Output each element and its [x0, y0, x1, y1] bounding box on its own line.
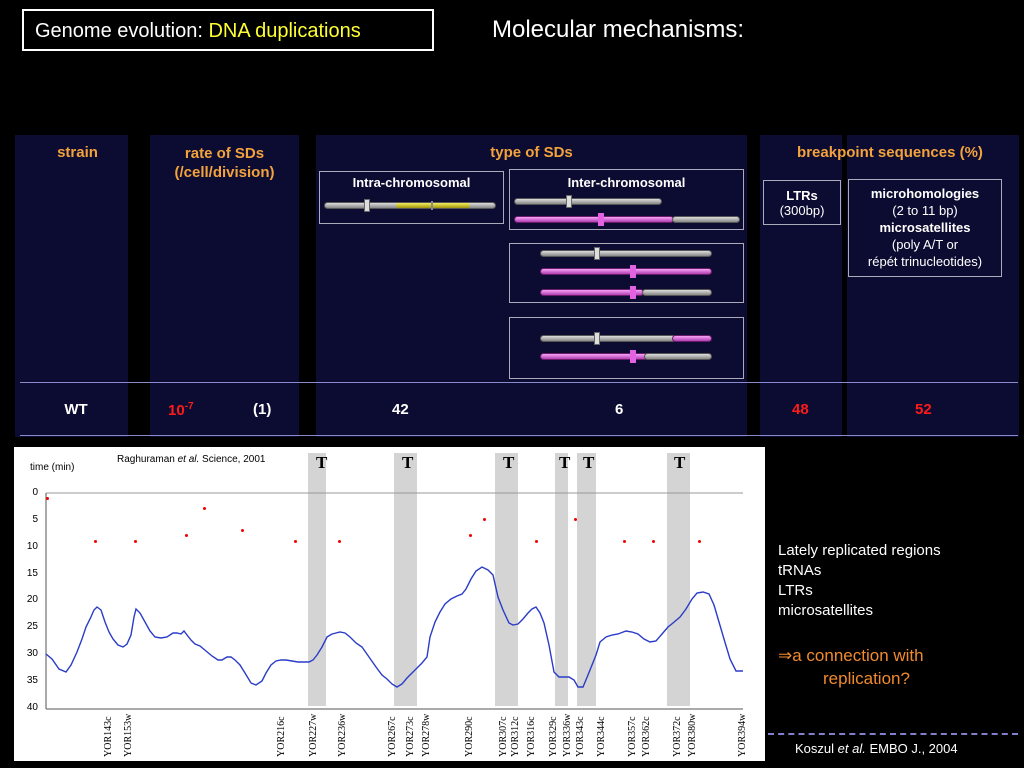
origin-dot [134, 540, 137, 543]
x-label: YOR307c [498, 716, 509, 757]
conclusion-line2: replication? [823, 669, 910, 688]
note-item: tRNAs [778, 562, 822, 579]
slide-subtitle: Molecular mechanisms: [492, 16, 745, 43]
x-label: YOR216c [276, 716, 287, 757]
origin-dot [652, 540, 655, 543]
origin-dot [623, 540, 626, 543]
x-label: YOR357c [627, 716, 638, 757]
microhomology-box [848, 179, 1002, 277]
intra-label: Intra-chromosomal [352, 175, 471, 190]
origin-dot [294, 540, 297, 543]
row-divider-top [20, 382, 1018, 383]
x-label: YOR236w [337, 713, 348, 757]
row-micro: 52 [915, 401, 932, 418]
row-ltr: 48 [792, 401, 809, 418]
x-label: YOR227w [308, 713, 319, 757]
origin-dot [535, 540, 538, 543]
notes-list [778, 541, 941, 621]
rate-base: 10 [168, 402, 185, 419]
origin-dot [241, 529, 244, 532]
origin-dot [46, 497, 49, 500]
ltr-label: LTRs [786, 188, 818, 203]
row-divider-bottom [20, 435, 1018, 436]
row-rate-relative: (1) [253, 401, 272, 418]
origin-dot [94, 540, 97, 543]
origin-dot [469, 534, 472, 537]
origin-dot [574, 518, 577, 521]
x-label: YOR329c [548, 716, 559, 757]
x-label: YOR380w [687, 713, 698, 757]
row-inter: 6 [615, 401, 624, 418]
inter-label: Inter-chromosomal [567, 175, 686, 190]
footer-etal: et al. [837, 741, 866, 756]
citation-author: Raghuraman [117, 454, 178, 465]
x-label: YOR394w [737, 713, 748, 757]
micro-line2: (2 to 11 bp) [892, 203, 958, 218]
x-label: YOR290c [464, 716, 475, 757]
x-label: YOR153w [123, 713, 134, 757]
trna-mark: T [674, 453, 686, 472]
title-prefix: Genome evolution: [35, 20, 209, 42]
origin-dot [203, 507, 206, 510]
inter-chromosome-diagram-3 [509, 317, 744, 379]
conclusion [778, 644, 924, 690]
x-label: YOR312c [510, 716, 521, 757]
origin-dot [185, 534, 188, 537]
note-item: microsatellites [778, 602, 874, 619]
y-tick: 15 [26, 568, 38, 579]
micro-line3: microsatellites [879, 220, 971, 235]
inter-chromosomal-box [509, 169, 744, 230]
trna-mark: T [559, 453, 571, 472]
footer-journal: EMBO J., 2004 [865, 741, 958, 756]
citation-etal: et al. [177, 454, 200, 465]
rate-exponent: -7 [184, 401, 194, 412]
trna-mark: T [503, 453, 515, 472]
replication-timing-figure [14, 447, 765, 761]
citation-rest: Science, 2001 [199, 454, 266, 465]
origin-dot [698, 540, 701, 543]
footer-author: Koszul [795, 741, 838, 756]
slide-title [22, 9, 434, 51]
micro-line5: répét trinucleotides) [867, 254, 983, 269]
origin-dot [483, 518, 486, 521]
note-item: Lately replicated regions [778, 542, 941, 559]
header-type: type of SDs [490, 144, 573, 161]
footer-divider [768, 733, 1018, 735]
y-tick: 30 [26, 648, 38, 659]
x-label: YOR343c [575, 716, 586, 757]
x-label: YOR267c [387, 716, 398, 757]
micro-line4: (poly A/T or [891, 237, 959, 252]
intra-chromosomal-box [319, 171, 504, 224]
x-label: YOR344c [596, 716, 607, 757]
trna-mark: T [402, 453, 414, 472]
y-tick: 5 [32, 514, 38, 525]
replication-curve [46, 567, 743, 687]
implies-arrow-icon: ⇒ [778, 646, 793, 665]
y-tick: 10 [26, 541, 38, 552]
x-label: YOR372c [672, 716, 683, 757]
note-item: LTRs [778, 582, 813, 599]
y-axis-label: time (min) [30, 462, 75, 473]
row-strain: WT [64, 401, 88, 418]
header-rate: rate of SDs (/cell/division) [174, 145, 275, 181]
x-label: YOR316c [526, 716, 537, 757]
footer-citation [795, 741, 958, 756]
x-label: YOR278w [421, 713, 432, 757]
y-tick: 25 [26, 621, 38, 632]
y-tick: 20 [26, 594, 38, 605]
x-label: YOR273c [405, 716, 416, 757]
header-breakpoint: breakpoint sequences (%) [797, 144, 983, 161]
x-label: YOR362c [641, 716, 652, 757]
origin-dot [338, 540, 341, 543]
y-tick: 40 [26, 702, 38, 713]
title-highlight: DNA duplications [208, 20, 361, 42]
ltr-box [763, 180, 841, 225]
y-tick: 0 [32, 487, 38, 498]
trna-mark: T [583, 453, 595, 472]
y-tick: 35 [26, 675, 38, 686]
inter-chromosome-diagram-2 [509, 243, 744, 303]
micro-line1: microhomologies [870, 186, 980, 201]
conclusion-line1: a connection with [792, 646, 924, 665]
ltr-size: (300bp) [779, 203, 825, 218]
row-rate [168, 401, 194, 419]
trna-mark: T [316, 453, 328, 472]
strain-column [15, 135, 128, 437]
x-label: YOR336w [562, 713, 573, 757]
header-strain: strain [57, 144, 98, 161]
x-label: YOR143c [103, 716, 114, 757]
row-intra: 42 [392, 401, 409, 418]
